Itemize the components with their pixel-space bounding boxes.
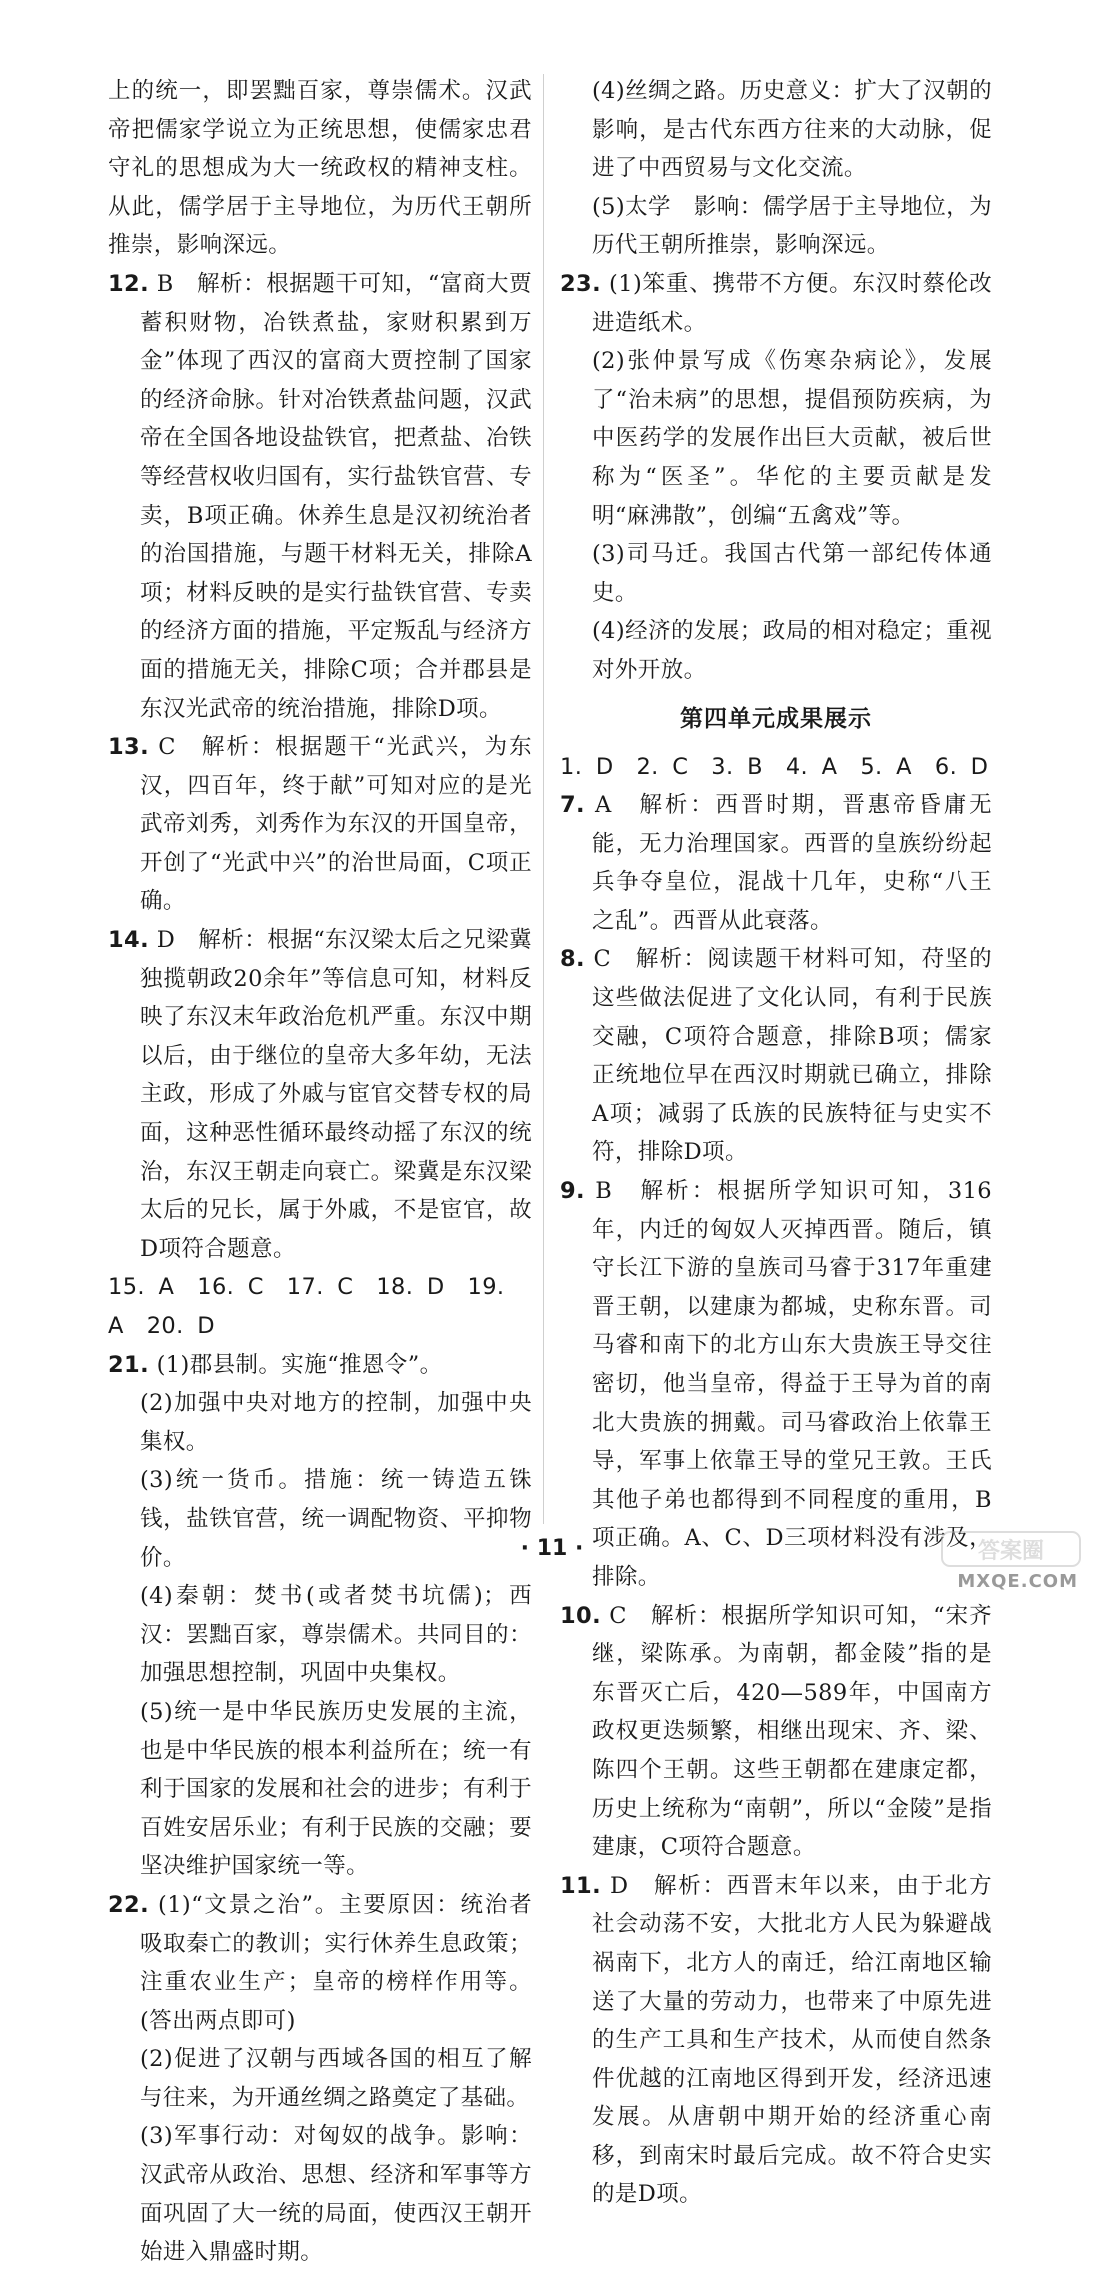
watermark-logo-text: 答案圈: [977, 1539, 1045, 1564]
sub-answer: (2)加强中央对地方的控制，加强中央集权。: [140, 1390, 532, 1455]
answer-item: [560, 786, 992, 940]
question-number: 13.: [108, 734, 150, 761]
sub-answer: (3)统一货币。措施：统一铸造五铢钱，盐铁官营，统一调配物资、平抑物价。: [140, 1467, 532, 1571]
question-number: 12.: [108, 270, 150, 297]
answer-item: [560, 940, 992, 1172]
answer-item: [108, 265, 532, 728]
sub-answer: (2)促进了汉朝与西域各国的相互了解与往来，为开通丝绸之路奠定了基础。: [140, 2046, 532, 2111]
answer-item: [560, 1597, 992, 1867]
multiple-choice-answers: 15. A 16. C 17. C 18. D 19. A 20. D: [108, 1274, 505, 1339]
sub-answer: (3)军事行动：对匈奴的战争。影响：汉武帝从政治、思想、经济和军事等方面巩固了大一统的局面，使西汉王朝开始进入鼎盛时期。: [140, 2123, 532, 2266]
question-number: 14.: [108, 927, 150, 954]
answer-item: [108, 1346, 532, 1385]
answer-text: (1)“文景之治”。主要原因：统治者吸取秦亡的教训；实行休养生息政策；注重农业生产；皇帝的榜样作用等。(答出两点即可): [140, 1891, 533, 2034]
answer-text: A 解析：西晋时期，晋惠帝昏庸无能，无力治理国家。西晋的皇族纷纷起兵争夺皇位，混战十几年，史称“八王之乱”。西晋从此衰落。: [592, 792, 992, 934]
sub-answer: (3)司马迁。我国古代第一部纪传体通史。: [592, 541, 992, 606]
question-number: 11.: [560, 1872, 602, 1899]
sub-answer: (5)统一是中华民族历史发展的主流，也是中华民族的根本利益所在；统一有利于国家的发展和社会的进步；有利于百姓安居乐业；有利于民族的交融；要坚决维护国家统一等。: [140, 1698, 532, 1880]
answer-item: [560, 265, 992, 342]
answer-text: B 解析：根据所学知识可知，316年，内迁的匈奴人灭掉西晋。随后，镇守长江下游的皇族司马睿于317年重建晋王朝，以建康为都城，史称东晋。司马睿和南下的北方山东大贵族王导交往密切，他当皇帝，得益于王导为首的南北大贵族的拥戴。司马睿政治上依靠王导，军事上依靠王导的堂兄王敦。王氏其他子弟也都得到不同程度的重用，B项正确。A、C、D三项材料没有涉及，排除。: [592, 1178, 992, 1590]
question-number: 7.: [560, 792, 586, 819]
question-number: 21.: [108, 1351, 150, 1378]
right-column: [560, 72, 992, 2214]
answer-text: B 解析：根据题干可知，“富商大贾蓄积财物，冶铁煮盐，家财积累到万金”体现了西汉的富商大贾控制了国家的经济命脉。针对冶铁煮盐问题，汉武帝在全国各地设盐铁官，把煮盐、冶铁等经营权收归国有，实行盐铁官营、专卖，B项正确。休养生息是汉初统治者的治国措施，与题干材料无关，排除A项；材料反映的是实行盐铁官营、专卖的经济方面的措施，平定叛乱与经济方面的措施无关，排除C项；合并郡县是东汉光武帝的统治措施，排除D项。: [140, 270, 532, 722]
sub-answer: (4)经济的发展；政局的相对稳定；重视对外开放。: [592, 618, 992, 683]
answer-item: [108, 921, 532, 1268]
answer-item: [560, 1172, 992, 1597]
column-divider: [543, 74, 544, 1524]
multiple-choice-answers: 1. D 2. C 3. B 4. A 5. A 6. D: [560, 753, 989, 780]
sub-answer: (5)太学 影响：儒学居于主导地位，为历代王朝所推崇，影响深远。: [592, 193, 992, 259]
question-number: 23.: [560, 270, 602, 297]
continued-text: 上的统一，即罢黜百家，尊崇儒术。汉武帝把儒家学说立为正统思想，使儒家忠君守礼的思想成为大一统政权的精神支柱。从此，儒学居于主导地位，为历代王朝所推崇，影响深远。: [108, 78, 532, 259]
watermark-url: MXQE.COM: [957, 1571, 1078, 1592]
sub-answer: (4)丝绸之路。历史意义：扩大了汉朝的影响，是古代东西方往来的大动脉，促进了中西贸易与文化交流。: [592, 78, 992, 182]
page-number: · 11 ·: [520, 1536, 584, 1561]
sub-answer: (4)秦朝：焚书(或者焚书坑儒)；西汉：罢黜百家，尊崇儒术。共同目的：加强思想控制，巩固中央集权。: [140, 1583, 532, 1687]
sub-answer: (2)张仲景写成《伤寒杂病论》，发展了“治未病”的思想，提倡预防疾病，为中医药学的发展作出巨大贡献，被后世称为“医圣”。华佗的主要贡献是发明“麻沸散”，创编“五禽戏”等。: [592, 348, 992, 529]
question-number: 22.: [108, 1891, 150, 1918]
answer-text: (1)笨重、携带不方便。东汉时蔡伦改进造纸术。: [592, 270, 992, 336]
answer-text: D 解析：西晋末年以来，由于北方社会动荡不安，大批北方人民为躲避战祸南下，北方人的南迁，给江南地区输送了大量的劳动力，也带来了中原先进的生产工具和生产技术，从而使自然条件优越的江南地区得到开发，经济迅速发展。从唐朝中期开始的经济重心南移，到南宋时最后完成。故不符合史实的是D项。: [592, 1872, 992, 2208]
answer-item: [108, 728, 532, 921]
section-title: 第四单元成果展示: [680, 705, 872, 732]
answer-text: C 解析：根据题干“光武兴，为东汉，四百年，终于献”可知对应的是光武帝刘秀，刘秀作为东汉的开国皇帝，开创了“光武中兴”的治世局面，C项正确。: [140, 734, 532, 915]
answer-item: [108, 1886, 532, 2040]
answer-text: C 解析：阅读题干材料可知，苻坚的这些做法促进了文化认同，有利于民族交融，C项符合题意，排除B项；儒家正统地位早在西汉时期就已确立，排除A项；减弱了氐族的民族特征与史实不符，排除D项。: [592, 946, 992, 1166]
question-number: 9.: [560, 1178, 586, 1205]
left-column: [108, 72, 532, 2272]
question-number: 10.: [560, 1602, 602, 1629]
answer-text: C 解析：根据所学知识可知，“宋齐继，梁陈承。为南朝，都金陵”指的是东晋灭亡后，420—589年，中国南方政权更迭频繁，相继出现宋、齐、梁、陈四个王朝。这些王朝都在建康定都，历史上统称为“南朝”，所以“金陵”是指建康，C项符合题意。: [592, 1602, 992, 1861]
answer-text: (1)郡县制。实施“推恩令”。: [156, 1351, 443, 1378]
answer-item: [560, 1867, 992, 2214]
question-number: 8.: [560, 946, 586, 973]
answer-text: D 解析：根据“东汉梁太后之兄梁冀独揽朝政20余年”等信息可知，材料反映了东汉末年政治危机严重。东汉中期以后，由于继位的皇帝大多年幼，无法主政，形成了外戚与宦官交替专权的局面，这种恶性循环最终动摇了东汉的统治，东汉王朝走向衰亡。梁冀是东汉梁太后的兄长，属于外戚，不是宦官，故D项符合题意。: [140, 927, 533, 1262]
